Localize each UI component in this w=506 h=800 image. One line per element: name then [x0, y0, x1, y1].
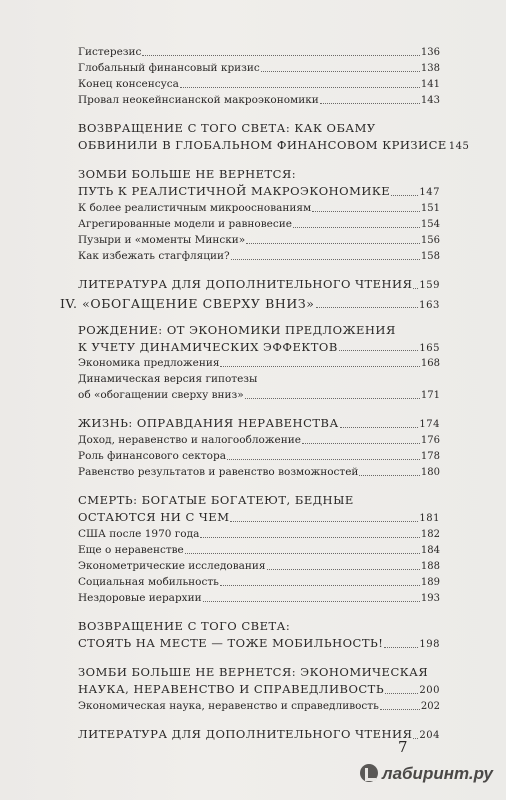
toc-entry: НАУКА, НЕРАВЕНСТВО И СПРАВЕДЛИВОСТЬ 200 — [78, 682, 440, 696]
toc-entry: СТОЯТЬ НА МЕСТЕ — ТОЖЕ МОБИЛЬНОСТЬ! 198 — [78, 636, 440, 650]
toc-section-zombie-1 — [78, 166, 440, 264]
toc-entry: Провал неокейнсианской макроэкономики 143 — [78, 94, 440, 106]
toc-group-1 — [78, 44, 440, 108]
watermark — [360, 764, 493, 784]
toc-entry: ОБВИНИЛИ В ГЛОБАЛЬНОМ ФИНАНСОВОМ КРИЗИСЕ 145 — [78, 138, 470, 152]
toc-section-birth — [78, 322, 440, 403]
toc-entry: об «обогащении сверху вниз» 171 — [78, 389, 440, 401]
toc-entry: ЛИТЕРАТУРА ДЛЯ ДОПОЛНИТЕЛЬНОГО ЧТЕНИЯ 159 — [78, 277, 440, 291]
toc-entry: Нездоровые иерархии 193 — [78, 592, 440, 604]
toc-section-literature-2 — [78, 726, 440, 743]
toc-entry: США после 1970 года 182 — [78, 528, 440, 540]
toc-entry: Социальная мобильность 189 — [78, 576, 440, 588]
toc-entry: Еще о неравенстве 184 — [78, 544, 440, 556]
toc-entry: Экономика предложения 168 — [78, 357, 440, 369]
section-title-line: ЗОМБИ БОЛЬШЕ НЕ ВЕРНЕТСЯ: — [78, 167, 297, 181]
toc-entry: ПУТЬ К РЕАЛИСТИЧНОЙ МАКРОЭКОНОМИКЕ 147 — [78, 184, 440, 198]
toc-entry: К УЧЕТУ ДИНАМИЧЕСКИХ ЭФФЕКТОВ 165 — [78, 340, 440, 354]
toc-section-literature-1 — [78, 276, 440, 293]
table-of-contents — [78, 44, 470, 293]
toc-section-life — [78, 415, 440, 480]
toc-section-zombie-2 — [78, 664, 440, 714]
toc-section-return-1 — [78, 120, 470, 154]
section-title-line: ВОЗВРАЩЕНИЕ С ТОГО СВЕТА: КАК ОБАМУ — [78, 121, 376, 135]
toc-entry: Глобальный финансовый кризис 138 — [78, 62, 440, 74]
toc-entry: Роль финансового сектора 178 — [78, 450, 440, 462]
toc-entry: Равенство результатов и равенство возможностей 180 — [78, 466, 440, 478]
toc-entry: Как избежать стагфляции? 158 — [78, 250, 440, 262]
labirint-logo-icon — [360, 764, 378, 782]
toc-entry: Агрегированные модели и равновесие 154 — [78, 218, 440, 230]
toc-entry: ЖИЗНЬ: ОПРАВДАНИЯ НЕРАВЕНСТВА 174 — [78, 416, 440, 430]
watermark-text: лабиринт.ру — [382, 764, 493, 783]
table-of-contents-part-2 — [78, 322, 440, 743]
toc-entry: ОСТАЮТСЯ НИ С ЧЕМ 181 — [78, 510, 440, 524]
section-title-line: РОЖДЕНИЕ: ОТ ЭКОНОМИКИ ПРЕДЛОЖЕНИЯ — [78, 323, 396, 337]
toc-entry: IV. «ОБОГАЩЕНИЕ СВЕРХУ ВНИЗ» 163 — [60, 296, 440, 311]
chapter-heading — [60, 296, 440, 312]
toc-entry: Доход, неравенство и налогообложение 176 — [78, 434, 440, 446]
toc-entry: Эконометрические исследования 188 — [78, 560, 440, 572]
toc-entry: Конец консенсуса 141 — [78, 78, 440, 90]
section-title-line: СМЕРТЬ: БОГАТЫЕ БОГАТЕЮТ, БЕДНЫЕ — [78, 493, 354, 507]
toc-entry: Экономическая наука, неравенство и справедливость 202 — [78, 700, 440, 712]
toc-section-return-2 — [78, 618, 440, 652]
toc-entry: ЛИТЕРАТУРА ДЛЯ ДОПОЛНИТЕЛЬНОГО ЧТЕНИЯ 204 — [78, 727, 440, 741]
page-number: 7 — [398, 738, 408, 756]
toc-entry: Пузыри и «моменты Мински» 156 — [78, 234, 440, 246]
toc-entry-line: Динамическая версия гипотезы — [78, 373, 258, 385]
toc-entry: К более реалистичным микрооснованиям 151 — [78, 202, 440, 214]
section-title-line: ЗОМБИ БОЛЬШЕ НЕ ВЕРНЕТСЯ: ЭКОНОМИЧЕСКАЯ — [78, 665, 429, 679]
toc-section-death — [78, 492, 440, 606]
toc-entry: Гистерезис 136 — [78, 46, 440, 58]
section-title-line: ВОЗВРАЩЕНИЕ С ТОГО СВЕТА: — [78, 619, 291, 633]
